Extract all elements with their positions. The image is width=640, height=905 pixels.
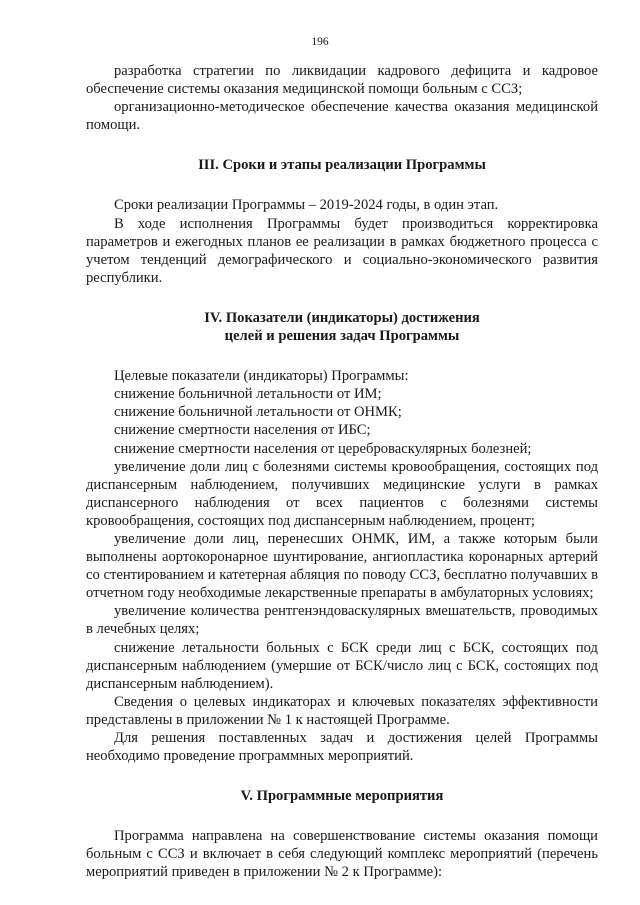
paragraph: Сведения о целевых индикаторах и ключевых показателях эффективности представлены в приложении № 1 к настоящей Программе.	[86, 693, 598, 728]
page-number: 196	[311, 36, 329, 48]
paragraph: Сроки реализации Программы – 2019-2024 годы, в один этап.	[114, 197, 499, 214]
list-item: снижение больничной летальности от ОНМК;	[114, 404, 402, 421]
list-item: снижение летальности больных с БСК среди лиц с БСК, состоящих под диспансерным наблюдением (умершие от БСК/число лиц с БСК, состоящих под диспансерным наблюдением).	[86, 639, 598, 692]
section-heading-4	[86, 309, 598, 345]
list-item: увеличение количества рентгенэндоваскулярных вмешательств, проводимых в лечебных целях;	[86, 603, 598, 638]
list-item: увеличение доли лиц, перенесших ОНМК, ИМ, а также которым были выполнены аортокоронарное шунтирование, ангиопластика коронарных артерий со стентированием и катетерная абляция по поводу ССЗ, бесплатно получавших в отчетном году необходимые лекарственные препараты в амбулаторных условиях;	[86, 530, 598, 602]
paragraph: В ходе исполнения Программы будет производиться корректировка параметров и ежегодных планов ее реализации в рамках бюджетного процесса с учетом тенденций демографического и социально-экономического развития республики.	[86, 215, 598, 286]
list-item: снижение больничной летальности от ИМ;	[114, 386, 382, 403]
section-heading-4-line1: IV. Показатели (индикаторы) достижения	[204, 309, 480, 326]
section-heading-5: V. Программные мероприятия	[240, 788, 444, 805]
list-item: снижение смертности населения от цереброваскулярных болезней;	[114, 440, 532, 457]
section-heading-3: III. Сроки и этапы реализации Программы	[198, 157, 486, 174]
paragraph: организационно-методическое обеспечение качества оказания медицинской помощи.	[86, 99, 598, 134]
paragraph: Целевые показатели (индикаторы) Программы:	[114, 368, 409, 385]
list-item: увеличение доли лиц с болезнями системы кровообращения, состоящих под диспансерным наблюдением, получивших медицинские услуги в рамках диспансерного наблюдения от всех пациентов с болезнями системы кровообращения, состоящих под диспансерным наблюдением, процент;	[86, 458, 598, 529]
paragraph: Программа направлена на совершенствование системы оказания помощи больным с ССЗ и включает в себя следующий комплекс мероприятий (перечень мероприятий приведен в приложении № 2 к Программе):	[86, 828, 598, 881]
list-item: снижение смертности населения от ИБС;	[114, 422, 371, 439]
page-content	[86, 62, 598, 882]
section-heading-4-line2: целей и решения задач Программы	[224, 328, 460, 345]
paragraph: разработка стратегии по ликвидации кадрового дефицита и кадровое обеспечение системы оказания медицинской помощи больным с ССЗ;	[86, 63, 598, 98]
paragraph: Для решения поставленных задач и достижения целей Программы необходимо проведение программных мероприятий.	[86, 730, 598, 765]
